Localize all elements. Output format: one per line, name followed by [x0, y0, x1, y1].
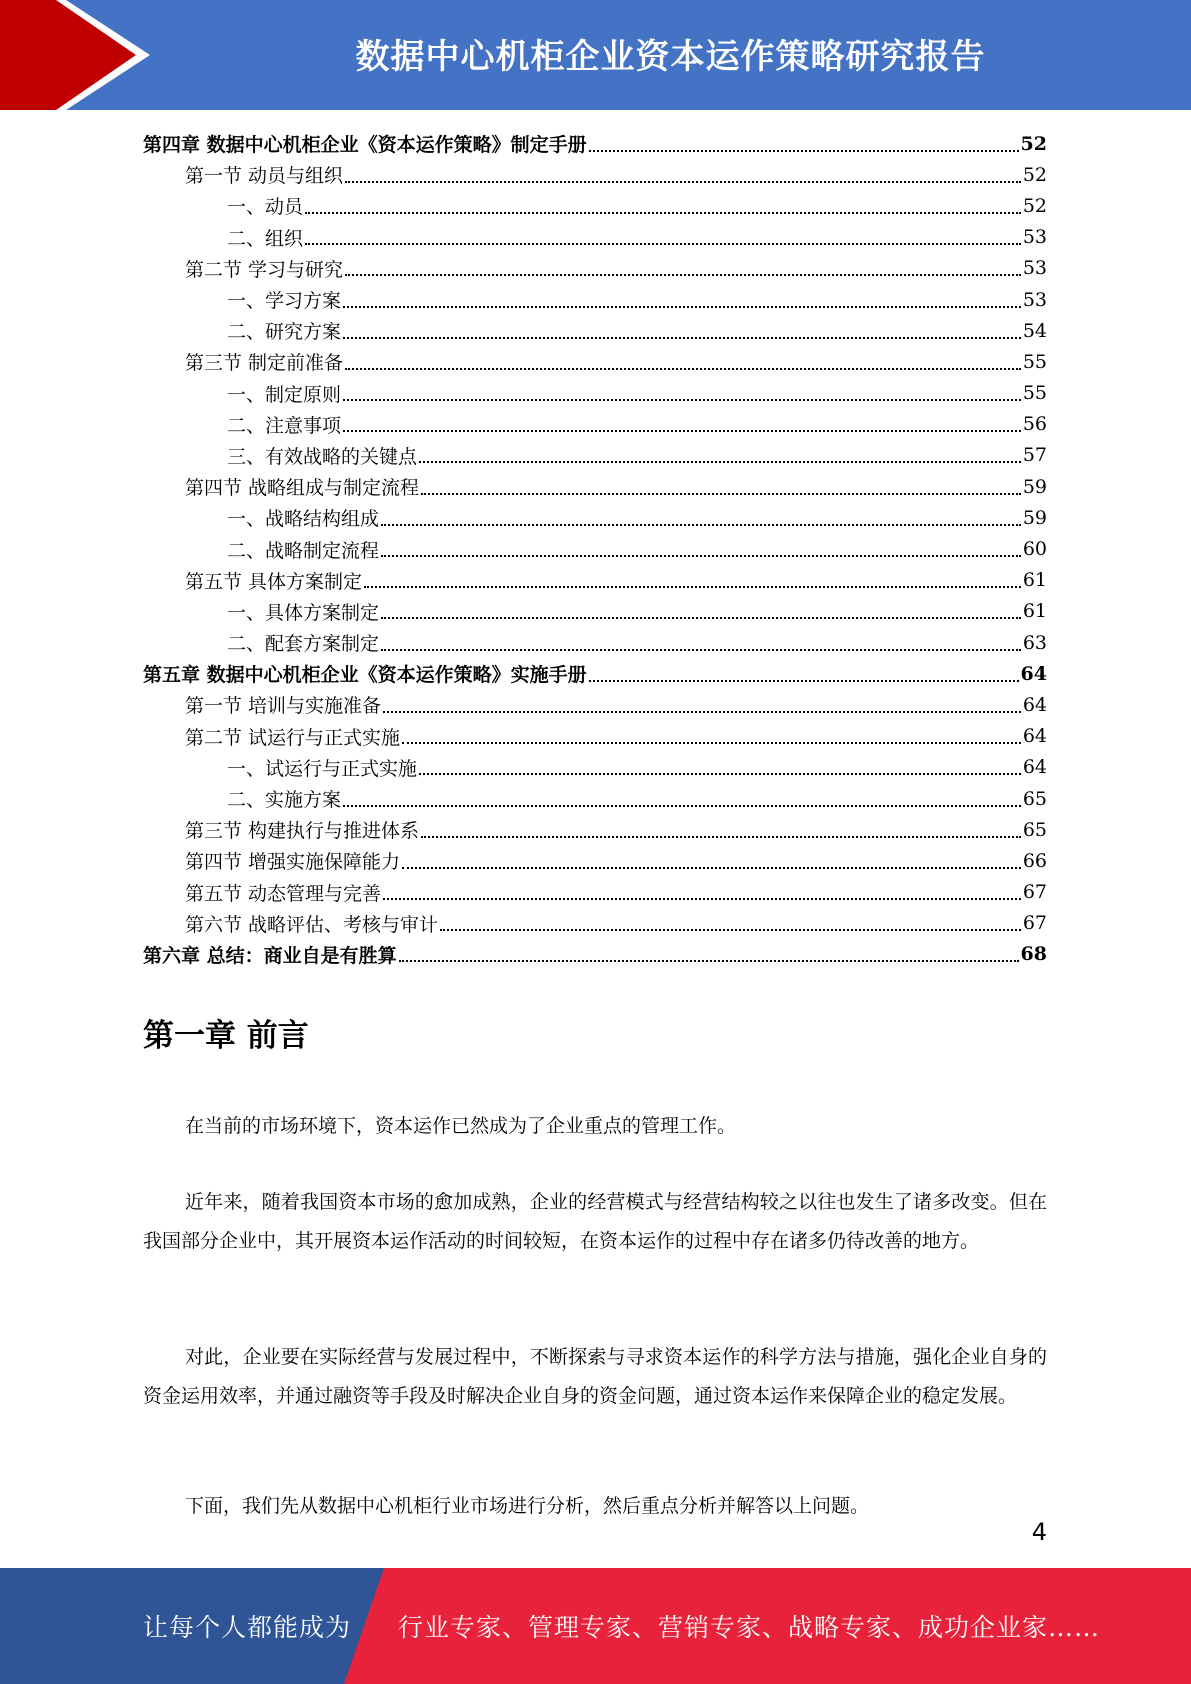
toc-entry[interactable]	[143, 565, 1047, 596]
toc-entry-title: 第三节 构建执行与推进体系	[185, 820, 420, 843]
report-title: 数据中心机柜企业资本运作策略研究报告	[355, 36, 986, 77]
toc-entry-title: 第二节 学习与研究	[185, 258, 344, 281]
toc-entry[interactable]	[143, 346, 1047, 377]
toc-entry-page: 59	[1022, 506, 1047, 529]
toc-leader-dots	[421, 493, 1021, 495]
footer-slogan-right: 行业专家、管理专家、营销专家、战略专家、成功企业家……	[398, 1613, 1101, 1642]
toc-leader-dots	[305, 243, 1021, 245]
toc-entry-title: 二、组织	[227, 227, 304, 250]
toc-entry[interactable]	[143, 128, 1047, 159]
toc-entry-title: 一、制定原则	[227, 383, 342, 406]
toc-entry[interactable]	[143, 783, 1047, 814]
toc-entry[interactable]	[143, 502, 1047, 533]
toc-entry-page: 61	[1022, 600, 1047, 623]
toc-entry-page: 67	[1022, 912, 1047, 935]
toc-entry-title: 一、学习方案	[227, 290, 342, 313]
toc-entry-title: 第二节 试运行与正式实施	[185, 726, 401, 749]
toc-leader-dots	[343, 306, 1021, 308]
toc-leader-dots	[345, 274, 1021, 276]
toc-leader-dots	[381, 649, 1021, 651]
toc-entry-title: 第五章 数据中心机柜企业《资本运作策略》实施手册	[143, 664, 587, 687]
toc-entry-title: 二、实施方案	[227, 789, 342, 812]
toc-leader-dots	[345, 181, 1021, 183]
toc-entry-title: 第四节 战略组成与制定流程	[185, 477, 420, 500]
toc-entry-title: 第四节 增强实施保障能力	[185, 851, 401, 874]
toc-entry[interactable]	[143, 752, 1047, 783]
toc-leader-dots	[419, 461, 1021, 463]
header-chevron-graphic	[0, 0, 160, 110]
toc-leader-dots	[402, 742, 1021, 744]
footer-slogan-left: 让每个人都能成为	[143, 1613, 352, 1642]
toc-entry-title: 第六章 总结：商业自是有胜算	[143, 944, 397, 967]
toc-entry-page: 67	[1022, 881, 1047, 904]
toc-entry-page: 65	[1022, 818, 1047, 841]
toc-leader-dots	[381, 617, 1021, 619]
toc-leader-dots	[399, 960, 1019, 962]
toc-entry-title: 第五节 动态管理与完善	[185, 882, 382, 905]
toc-entry-page: 54	[1022, 319, 1047, 342]
toc-leader-dots	[383, 898, 1021, 900]
toc-entry-page: 55	[1022, 382, 1047, 405]
toc-entry[interactable]	[143, 689, 1047, 720]
toc-entry-page: 66	[1022, 849, 1047, 872]
toc-entry-page: 65	[1022, 787, 1047, 810]
toc-entry-page: 64	[1020, 662, 1047, 685]
toc-entry-page: 57	[1022, 444, 1047, 467]
toc-entry-title: 第五节 具体方案制定	[185, 570, 363, 593]
toc-entry-title: 一、具体方案制定	[227, 601, 380, 624]
page-footer	[0, 1568, 1191, 1684]
toc-entry-page: 53	[1022, 257, 1047, 280]
toc-leader-dots	[440, 929, 1021, 931]
toc-leader-dots	[343, 805, 1021, 807]
toc-entry-page: 64	[1022, 756, 1047, 779]
toc-entry[interactable]	[143, 721, 1047, 752]
toc-leader-dots	[364, 586, 1021, 588]
toc-entry[interactable]	[143, 627, 1047, 658]
toc-leader-dots	[305, 212, 1021, 214]
toc-entry[interactable]	[143, 533, 1047, 564]
intro-paragraph-3: 对此，企业要在实际经营与发展过程中，不断探索与寻求资本运作的科学方法与措施，强化企业自身的资金运用效率，并通过融资等手段及时解决企业自身的资金问题，通过资本运作来保障企业的稳定发展。	[143, 1346, 1047, 1407]
page-number: 4	[1031, 1518, 1047, 1546]
toc-entry-title: 一、战略结构组成	[227, 508, 380, 531]
toc-entry-title: 二、配套方案制定	[227, 633, 380, 656]
toc-leader-dots	[419, 773, 1021, 775]
toc-leader-dots	[589, 680, 1019, 682]
toc-entry[interactable]	[143, 596, 1047, 627]
toc-entry[interactable]	[143, 190, 1047, 221]
toc-entry-title: 三、有效战略的关键点	[227, 445, 418, 468]
toc-entry-page: 52	[1020, 132, 1047, 155]
toc-entry-title: 第三节 制定前准备	[185, 352, 344, 375]
toc-entry[interactable]	[143, 845, 1047, 876]
toc-entry-page: 52	[1022, 163, 1047, 186]
toc-entry[interactable]	[143, 159, 1047, 190]
toc-leader-dots	[343, 337, 1021, 339]
toc-entry-page: 61	[1022, 569, 1047, 592]
toc-entry[interactable]	[143, 315, 1047, 346]
intro-paragraph-4: 下面，我们先从数据中心机柜行业市场进行分析，然后重点分析并解答以上问题。	[185, 1495, 870, 1517]
toc-entry[interactable]	[143, 409, 1047, 440]
toc-entry-title: 二、研究方案	[227, 321, 342, 344]
toc-entry[interactable]	[143, 471, 1047, 502]
toc-entry-page: 53	[1022, 226, 1047, 249]
toc-entry[interactable]	[143, 440, 1047, 471]
toc-entry-page: 60	[1022, 538, 1047, 561]
intro-paragraph-2: 近年来，随着我国资本市场的愈加成熟，企业的经营模式与经营结构较之以往也发生了诸多改变。但在我国部分企业中，其开展资本运作活动的时间较短，在资本运作的过程中存在诸多仍待改善的地方。	[143, 1191, 1047, 1252]
toc-entry-title: 二、战略制定流程	[227, 539, 380, 562]
toc-leader-dots	[345, 368, 1021, 370]
toc-leader-dots	[589, 150, 1019, 152]
toc-entry-page: 53	[1022, 288, 1047, 311]
chapter-heading: 第一章 前言	[143, 1018, 309, 1054]
toc-leader-dots	[381, 555, 1021, 557]
toc-entry-title: 第一节 动员与组织	[185, 165, 344, 188]
page-header	[0, 0, 1191, 110]
toc-entry-title: 第一节 培训与实施准备	[185, 695, 382, 718]
toc-leader-dots	[343, 430, 1021, 432]
toc-entry[interactable]	[143, 814, 1047, 845]
toc-entry[interactable]	[143, 658, 1047, 689]
toc-entry-page: 64	[1022, 725, 1047, 748]
toc-leader-dots	[402, 867, 1021, 869]
toc-entry[interactable]	[143, 222, 1047, 253]
toc-entry-page: 63	[1022, 631, 1047, 654]
toc-entry-page: 64	[1022, 693, 1047, 716]
toc-leader-dots	[343, 399, 1021, 401]
toc-entry-page: 55	[1022, 350, 1047, 373]
toc-entry-page: 68	[1020, 943, 1047, 966]
toc-entry-page: 56	[1022, 413, 1047, 436]
toc-leader-dots	[383, 711, 1021, 713]
toc-entry-title: 第六节 战略评估、考核与审计	[185, 913, 439, 936]
toc-entry-page: 59	[1022, 475, 1047, 498]
table-of-contents	[143, 128, 1047, 970]
toc-entry[interactable]	[143, 939, 1047, 970]
toc-entry-title: 第四章 数据中心机柜企业《资本运作策略》制定手册	[143, 134, 587, 157]
toc-entry[interactable]	[143, 378, 1047, 409]
toc-leader-dots	[421, 836, 1021, 838]
toc-entry[interactable]	[143, 877, 1047, 908]
toc-entry-title: 一、试运行与正式实施	[227, 757, 418, 780]
toc-entry-page: 52	[1022, 194, 1047, 217]
intro-paragraph-1: 在当前的市场环境下，资本运作已然成为了企业重点的管理工作。	[185, 1115, 737, 1137]
toc-entry[interactable]	[143, 908, 1047, 939]
toc-entry[interactable]	[143, 253, 1047, 284]
toc-entry-title: 二、注意事项	[227, 414, 342, 437]
toc-entry[interactable]	[143, 284, 1047, 315]
toc-entry-title: 一、动员	[227, 196, 304, 219]
toc-leader-dots	[381, 524, 1021, 526]
